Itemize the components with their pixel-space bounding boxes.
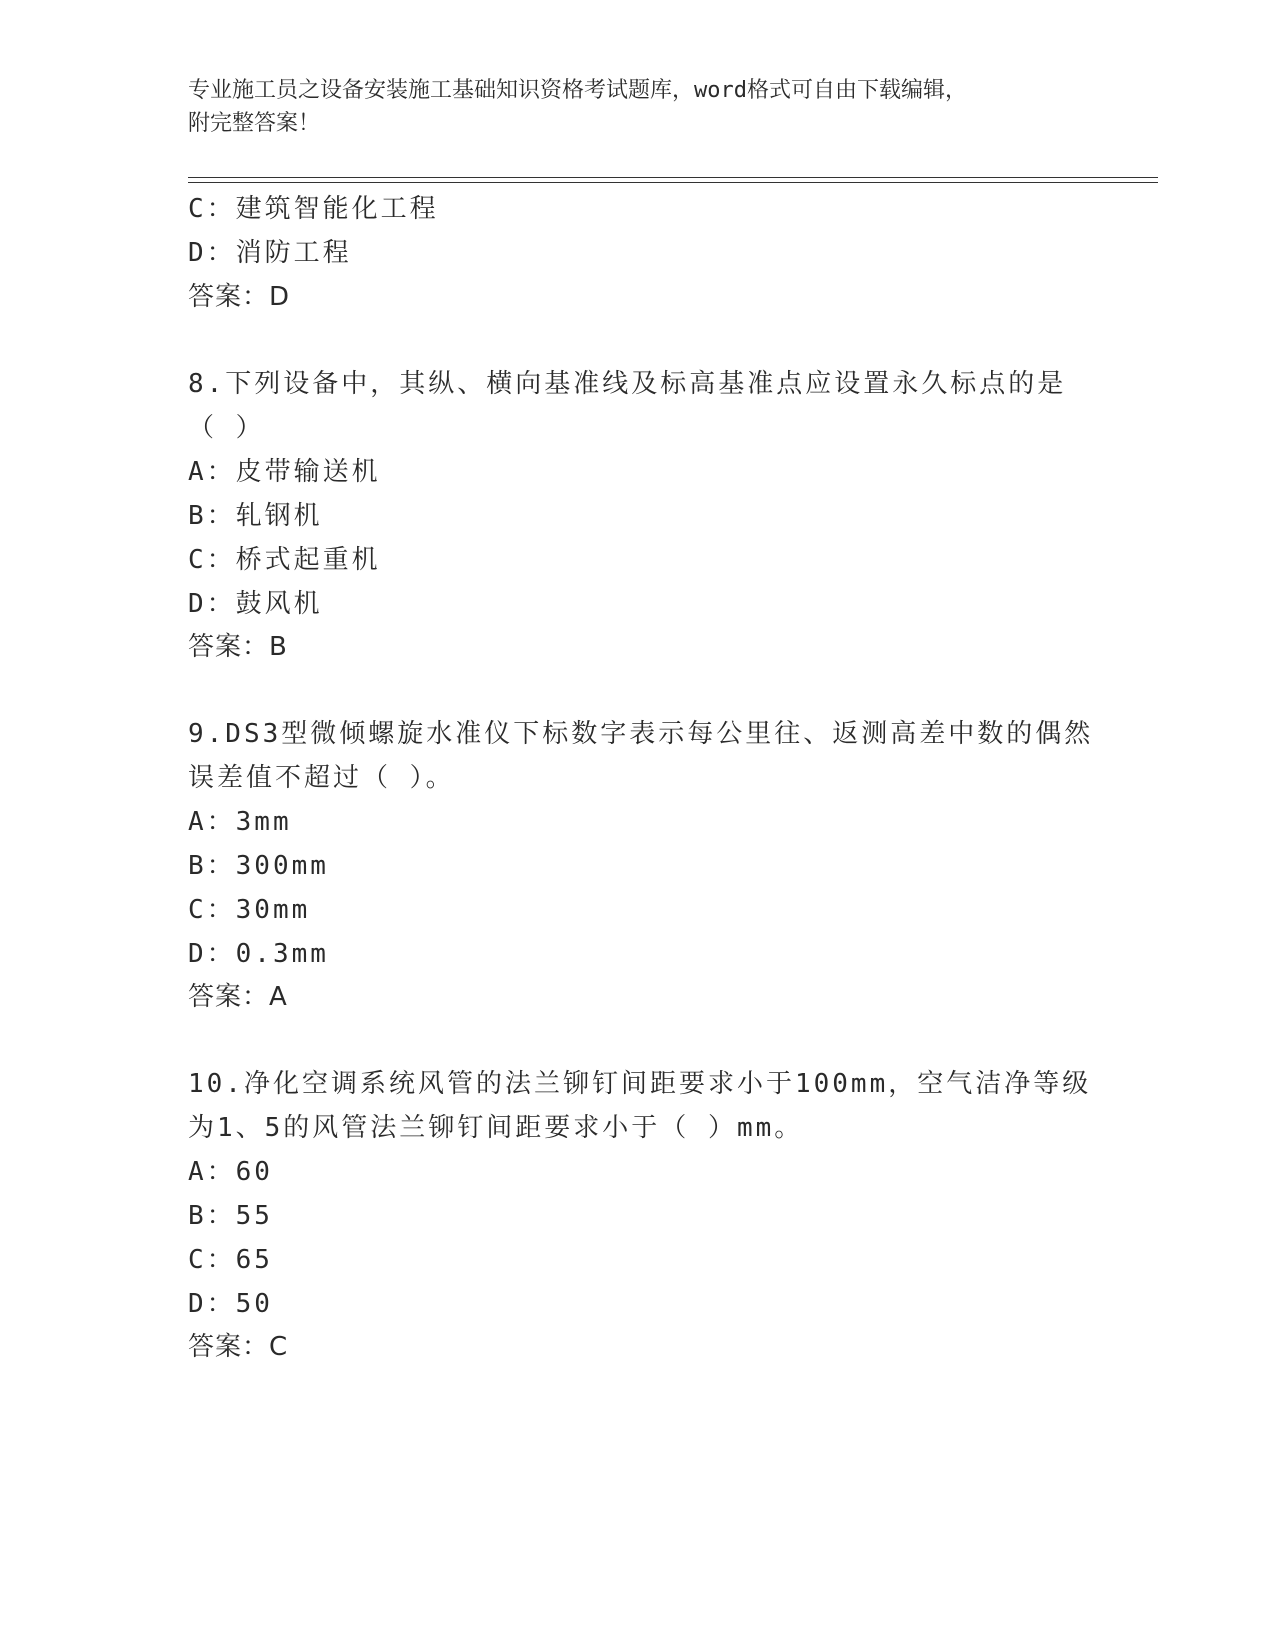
option-line: B：300mm (188, 851, 329, 881)
option-line: D：鼓风机 (188, 589, 323, 619)
question-text: 8.下列设备中，其纵、横向基准线及标高基准点应设置永久标点的是 (188, 369, 1067, 399)
option-line: D：0.3mm (188, 939, 329, 969)
question-text: 9.DS3型微倾螺旋水准仪下标数字表示每公里往、返测高差中数的偶然 (188, 719, 1094, 749)
header-divider-top (188, 177, 1158, 178)
option-line: A：60 (188, 1157, 273, 1187)
option-line: A：皮带输送机 (188, 457, 381, 487)
header-line-2: 附完整答案！ (188, 111, 321, 136)
answer-line: 答案：B (188, 632, 288, 662)
option-line: C：桥式起重机 (188, 545, 381, 575)
option-line: D：消防工程 (188, 238, 352, 268)
option-line: A：3mm (188, 807, 292, 837)
option-line: C：30mm (188, 895, 311, 925)
question-text: （ ） (188, 413, 265, 443)
question-text: 10.净化空调系统风管的法兰铆钉间距要求小于100mm，空气洁净等级 (188, 1069, 1092, 1099)
answer-line: 答案：D (188, 282, 291, 312)
question-text: 误差值不超过（ ）。 (188, 763, 455, 793)
option-line: C：65 (188, 1245, 273, 1275)
option-line: B：55 (188, 1201, 273, 1231)
option-line: B：轧钢机 (188, 501, 323, 531)
answer-line: 答案：C (188, 1332, 289, 1362)
question-text: 为1、5的风管法兰铆钉间距要求小于（ ）mm。 (188, 1113, 804, 1143)
answer-line: 答案：A (188, 982, 288, 1012)
header-line-1: 专业施工员之设备安装施工基础知识资格考试题库，word格式可自由下载编辑， (188, 78, 967, 103)
option-line: D：50 (188, 1289, 273, 1319)
option-line: C：建筑智能化工程 (188, 194, 439, 224)
document-header (188, 74, 1088, 140)
header-divider-bottom (188, 182, 1158, 183)
